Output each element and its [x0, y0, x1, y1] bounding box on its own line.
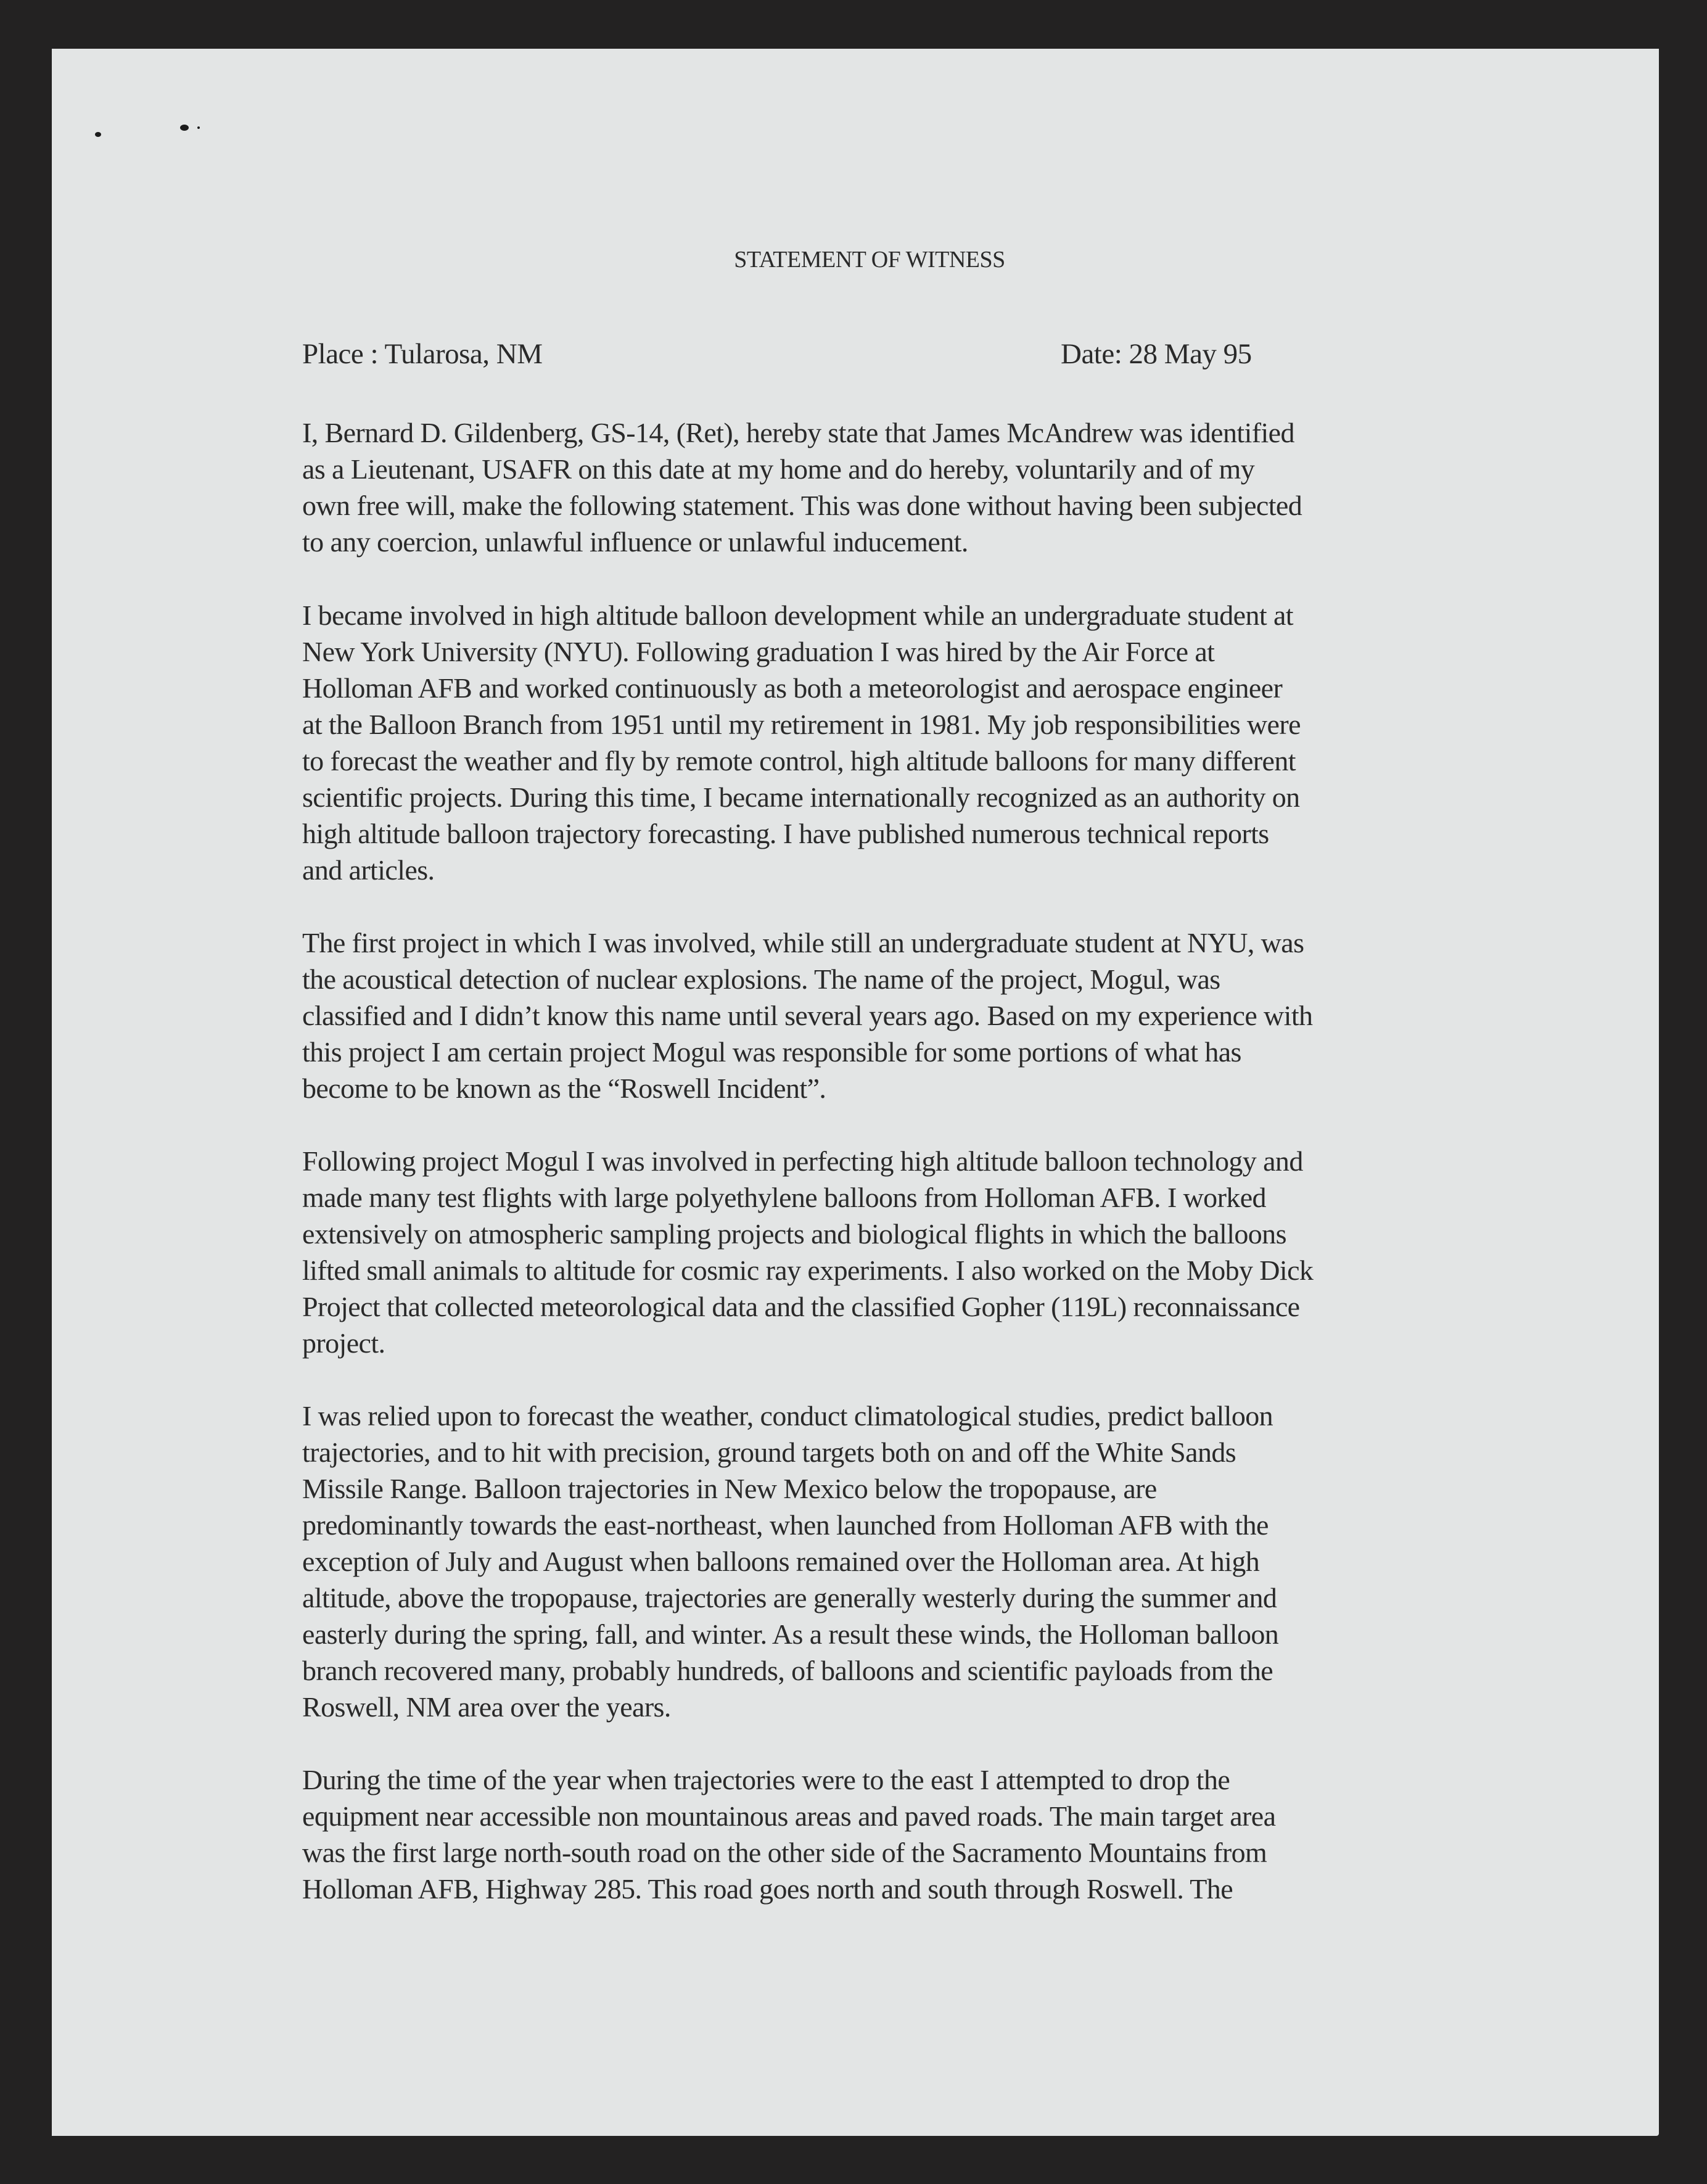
text-line: Holloman AFB and worked continuously as both a meteorologist and aerospace engineer	[302, 672, 1283, 704]
text-line: Missile Range. Balloon trajectories in New Mexico below the tropopause, are	[302, 1473, 1157, 1504]
text-line: project.	[302, 1327, 385, 1359]
text-line: I was relied upon to forecast the weather, conduct climatological studies, predict balloon	[302, 1400, 1273, 1432]
text-line: at the Balloon Branch from 1951 until my retirement in 1981. My job responsibilities were	[302, 709, 1301, 740]
paragraph-project-mogul	[302, 925, 1474, 1106]
text-line: and articles.	[302, 854, 435, 886]
text-line: trajectories, and to hit with precision, ground targets both on and off the White Sands	[302, 1436, 1236, 1468]
text-line: New York University (NYU). Following graduation I was hired by the Air Force at	[302, 636, 1215, 667]
text-line: equipment near accessible non mountainous areas and paved roads. The main target area	[302, 1800, 1276, 1832]
text-line: The first project in which I was involved, while still an undergraduate student at NYU, was	[302, 927, 1304, 958]
document-title: STATEMENT OF WITNESS	[734, 247, 1005, 273]
text-line: I, Bernard D. Gildenberg, GS-14, (Ret), hereby state that James McAndrew was identified	[302, 417, 1294, 448]
text-line: easterly during the spring, fall, and winter. As a result these winds, the Holloman balloon	[302, 1618, 1279, 1650]
text-line: Following project Mogul I was involved in perfecting high altitude balloon technology and	[302, 1145, 1303, 1177]
text-line: Roswell, NM area over the years.	[302, 1691, 671, 1723]
paragraph-target-area	[302, 1762, 1474, 1907]
document-page	[52, 49, 1659, 2136]
text-line: high altitude balloon trajectory forecasting. I have published numerous technical reports	[302, 818, 1269, 849]
text-line: Holloman AFB, Highway 285. This road goes north and south through Roswell. The	[302, 1873, 1233, 1905]
text-line: classified and I didn’t know this name until several years ago. Based on my experience with	[302, 1000, 1313, 1031]
text-line: the acoustical detection of nuclear explosions. The name of the project, Mogul, was	[302, 963, 1220, 995]
text-line: as a Lieutenant, USAFR on this date at my home and do hereby, voluntarily and of my	[302, 453, 1255, 485]
paragraph-trajectories	[302, 1398, 1474, 1725]
text-line: was the first large north-south road on the other side of the Sacramento Mountains from	[302, 1837, 1267, 1868]
speck-mark	[197, 126, 200, 129]
text-line: Project that collected meteorological data and the classified Gopher (119L) reconnaissance	[302, 1291, 1300, 1322]
speck-mark	[180, 125, 189, 131]
text-line: own free will, make the following statement. This was done without having been subjected	[302, 490, 1302, 521]
text-line: altitude, above the tropopause, trajectories are generally westerly during the summer and	[302, 1582, 1277, 1613]
text-line: scientific projects. During this time, I became internationally recognized as an authority on	[302, 781, 1300, 813]
text-line: extensively on atmospheric sampling projects and biological flights in which the balloons	[302, 1218, 1286, 1250]
text-line: exception of July and August when balloons remained over the Holloman area. At high	[302, 1546, 1260, 1577]
text-line: During the time of the year when trajectories were to the east I attempted to drop the	[302, 1764, 1230, 1795]
text-line: lifted small animals to altitude for cosmic ray experiments. I also worked on the Moby Dick	[302, 1255, 1314, 1286]
text-line: become to be known as the “Roswell Incident”.	[302, 1073, 826, 1104]
paragraph-background	[302, 597, 1474, 888]
speck-mark	[95, 132, 101, 137]
text-line: to forecast the weather and fly by remote control, high altitude balloons for many different	[302, 745, 1296, 777]
text-line: I became involved in high altitude balloon development while an undergraduate student at	[302, 600, 1293, 631]
text-line: branch recovered many, probably hundreds, of balloons and scientific payloads from the	[302, 1655, 1273, 1686]
text-line: to any coercion, unlawful influence or unlawful inducement.	[302, 526, 968, 558]
paragraph-balloon-technology	[302, 1143, 1474, 1361]
text-line: predominantly towards the east-northeast, when launched from Holloman AFB with the	[302, 1509, 1269, 1541]
text-line: this project I am certain project Mogul was responsible for some portions of what has	[302, 1036, 1241, 1068]
text-line: made many test flights with large polyethylene balloons from Holloman AFB. I worked	[302, 1182, 1266, 1213]
paragraph-identification	[302, 414, 1474, 560]
place-field: Place : Tularosa, NM	[302, 338, 543, 370]
date-field: Date: 28 May 95	[1061, 338, 1252, 370]
